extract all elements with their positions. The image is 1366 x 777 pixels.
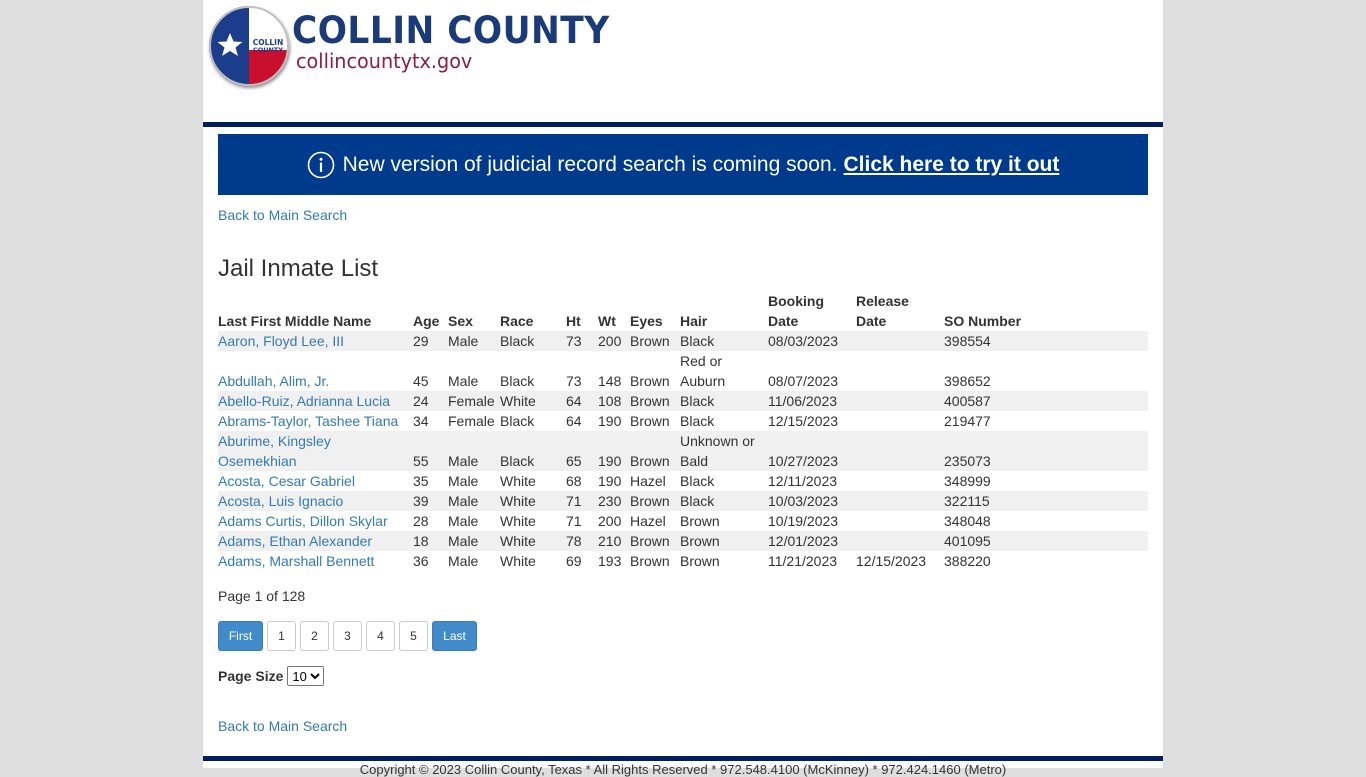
cell-wt: 200: [598, 513, 622, 529]
table-row: [218, 471, 1148, 491]
cell-age: 39: [413, 493, 429, 509]
cell-name: [218, 491, 413, 511]
cell-sex: Male: [448, 453, 479, 469]
cell-sex: Male: [448, 553, 479, 569]
cell-eyes: Brown: [630, 333, 670, 349]
cell-sex: Male: [448, 533, 479, 549]
cell-ht: 64: [566, 393, 582, 409]
banner-text: New version of judicial record search is coming soon.: [342, 152, 838, 176]
col-race-header: Race: [500, 313, 534, 329]
svg-text:COLLIN: COLLIN: [252, 38, 284, 47]
cell-race: Black: [500, 413, 535, 429]
page-info: Page 1 of 128: [218, 588, 306, 604]
cell-race: White: [500, 553, 536, 569]
back-to-main-search-link-top[interactable]: Back to Main Search: [218, 207, 348, 223]
cell-wt: 190: [598, 453, 622, 469]
cell-eyes: Brown: [630, 453, 670, 469]
cell-so: 235073: [944, 453, 991, 469]
cell-race: Black: [500, 333, 535, 349]
inmate-table: [218, 291, 1148, 571]
cell-ht: 71: [566, 493, 582, 509]
inmate-name-link[interactable]: Abello-Ruiz, Adrianna Lucia: [218, 393, 390, 409]
inmate-name-link[interactable]: Adams, Ethan Alexander: [218, 533, 373, 549]
last-page-button[interactable]: Last: [432, 621, 477, 651]
cell-age: 24: [413, 393, 429, 409]
cell-so: 348048: [944, 513, 991, 529]
booking-header-line2: Date: [768, 313, 799, 329]
cell-so: 348999: [944, 473, 991, 489]
cell-ht: 71: [566, 513, 582, 529]
cell-eyes: Brown: [630, 533, 670, 549]
cell-hair: Black: [680, 493, 715, 509]
cell-booking: 08/07/2023: [768, 373, 839, 389]
inmate-name-link[interactable]: Adams Curtis, Dillon Skylar: [218, 513, 388, 529]
cell-booking: 12/11/2023: [768, 473, 838, 489]
cell-wt: 193: [598, 553, 622, 569]
cell-ht: 68: [566, 473, 582, 489]
table-row: [218, 431, 1148, 471]
first-page-button[interactable]: First: [218, 621, 263, 651]
county-seal-icon[interactable]: [209, 6, 289, 86]
col-wt-header: Wt: [598, 313, 616, 329]
header-divider: [203, 122, 1163, 127]
cell-race: White: [500, 393, 536, 409]
cell-age: 35: [413, 473, 429, 489]
table-row: [218, 531, 1148, 551]
cell-name: [218, 391, 413, 411]
col-so-number-header: SO Number: [944, 313, 1022, 329]
cell-wt: 148: [598, 373, 622, 389]
cell-booking: 12/15/2023: [768, 413, 839, 429]
cell-hair: Unknown or Bald: [680, 433, 755, 469]
page-5-button[interactable]: 5: [399, 621, 428, 651]
cell-name: [218, 331, 413, 351]
cell-name: [218, 351, 413, 391]
cell-age: 18: [413, 533, 429, 549]
inmate-name-link[interactable]: Acosta, Cesar Gabriel: [218, 473, 355, 489]
cell-hair: Black: [680, 413, 715, 429]
try-new-search-link[interactable]: Click here to try it out: [843, 152, 1060, 176]
pagination: [218, 621, 481, 651]
cell-booking: 11/06/2023: [768, 393, 838, 409]
col-name-header: Last First Middle Name: [218, 313, 372, 329]
table-row: [218, 391, 1148, 411]
announcement-banner: [218, 134, 1148, 195]
cell-sex: Female: [448, 393, 495, 409]
cell-booking: 11/21/2023: [768, 553, 838, 569]
inmate-name-link[interactable]: Aburime, Kingsley Osemekhian: [218, 433, 331, 469]
table-row: [218, 551, 1148, 571]
cell-name: [218, 511, 413, 531]
inmate-name-link[interactable]: Abdullah, Alim, Jr.: [218, 373, 330, 389]
cell-age: 34: [413, 413, 429, 429]
page-size-control: [218, 666, 324, 686]
cell-release: [856, 511, 944, 531]
cell-sex: Male: [448, 373, 479, 389]
col-booking-date-header: [768, 291, 856, 331]
cell-wt: 230: [598, 493, 622, 509]
cell-race: White: [500, 533, 536, 549]
booking-header-line1: Booking: [768, 293, 824, 309]
table-row: [218, 331, 1148, 351]
cell-so: 398652: [944, 373, 991, 389]
cell-race: White: [500, 513, 536, 529]
cell-wt: 108: [598, 393, 622, 409]
cell-release: [856, 531, 944, 551]
cell-sex: Male: [448, 493, 479, 509]
footer-divider: [203, 756, 1163, 761]
table-row: [218, 511, 1148, 531]
back-to-main-search-link-bottom[interactable]: Back to Main Search: [218, 718, 348, 734]
cell-sex: Male: [448, 513, 479, 529]
cell-race: Black: [500, 373, 535, 389]
cell-release: [856, 491, 944, 511]
cell-wt: 190: [598, 473, 622, 489]
cell-ht: 73: [566, 373, 582, 389]
footer-copyright: Copyright © 2023 Collin County, Texas * All Rights Reserved * 972.548.4100 (McKinney) * 972.424.1460 (Metro): [359, 762, 1007, 777]
table-header-row: [218, 291, 1148, 331]
table-row: [218, 351, 1148, 391]
release-header-line1: Release: [856, 293, 909, 309]
cell-race: Black: [500, 453, 535, 469]
cell-name: [218, 471, 413, 491]
cell-ht: 69: [566, 553, 582, 569]
col-release-date-header: [856, 291, 944, 331]
cell-name: [218, 431, 413, 471]
cell-sex: Male: [448, 473, 479, 489]
logo-url[interactable]: collincountytx.gov: [296, 49, 473, 73]
cell-hair: Red or Auburn: [680, 353, 726, 389]
cell-race: White: [500, 473, 536, 489]
cell-age: 55: [413, 453, 429, 469]
page-4-button[interactable]: 4: [366, 621, 395, 651]
page-1-button[interactable]: 1: [267, 621, 296, 651]
cell-eyes: Brown: [630, 413, 670, 429]
cell-age: 36: [413, 553, 429, 569]
cell-booking: 08/03/2023: [768, 333, 839, 349]
cell-eyes: Hazel: [630, 473, 666, 489]
cell-hair: Brown: [680, 533, 720, 549]
cell-so: 400587: [944, 393, 991, 409]
cell-ht: 65: [566, 453, 582, 469]
logo-title[interactable]: COLLIN COUNTY: [292, 9, 610, 52]
cell-so: 322115: [944, 493, 990, 509]
cell-name: [218, 411, 413, 431]
inmate-name-link[interactable]: Aaron, Floyd Lee, III: [218, 333, 345, 349]
cell-booking: 10/03/2023: [768, 493, 839, 509]
cell-race: White: [500, 493, 536, 509]
table-row: [218, 411, 1148, 431]
cell-hair: Brown: [680, 513, 720, 529]
page-title: Jail Inmate List: [218, 255, 379, 282]
cell-booking: 10/27/2023: [768, 453, 839, 469]
inmate-name-link[interactable]: Adams, Marshall Bennett: [218, 553, 375, 569]
col-eyes-header: Eyes: [630, 313, 663, 329]
cell-so: 219477: [944, 413, 991, 429]
cell-age: 45: [413, 373, 429, 389]
page-3-button[interactable]: 3: [333, 621, 362, 651]
cell-so: 401095: [944, 533, 991, 549]
cell-age: 29: [413, 333, 429, 349]
cell-sex: Male: [448, 333, 479, 349]
cell-release: [856, 411, 944, 431]
inmate-name-link[interactable]: Abrams-Taylor, Tashee Tiana: [218, 413, 399, 429]
cell-name: [218, 531, 413, 551]
cell-ht: 73: [566, 333, 582, 349]
cell-eyes: Brown: [630, 493, 670, 509]
cell-release: [856, 391, 944, 411]
cell-eyes: Brown: [630, 373, 670, 389]
cell-wt: 190: [598, 413, 622, 429]
col-hair-header: Hair: [680, 313, 708, 329]
cell-ht: 78: [566, 533, 582, 549]
page-container: [203, 0, 1163, 777]
cell-wt: 210: [598, 533, 622, 549]
col-ht-header: Ht: [566, 313, 581, 329]
page-size-label: Page Size: [218, 668, 284, 684]
cell-hair: Brown: [680, 553, 720, 569]
cell-release: 12/15/2023: [856, 553, 927, 569]
release-header-line2: Date: [856, 313, 887, 329]
cell-eyes: Brown: [630, 393, 670, 409]
cell-booking: 12/01/2023: [768, 533, 839, 549]
cell-hair: Black: [680, 473, 715, 489]
cell-release: [856, 331, 944, 351]
cell-wt: 200: [598, 333, 622, 349]
table-row: [218, 491, 1148, 511]
cell-hair: Black: [680, 393, 715, 409]
col-sex-header: Sex: [448, 313, 473, 329]
cell-release: [856, 431, 944, 471]
cell-eyes: Brown: [630, 553, 670, 569]
cell-so: 388220: [944, 553, 991, 569]
cell-so: 398554: [944, 333, 991, 349]
cell-name: [218, 551, 413, 571]
cell-ht: 64: [566, 413, 582, 429]
info-circle-icon: [307, 151, 335, 179]
svg-text:COUNTY: COUNTY: [252, 46, 284, 54]
cell-age: 28: [413, 513, 429, 529]
page-size-select[interactable]: [287, 666, 324, 686]
cell-release: [856, 471, 944, 491]
col-age-header: Age: [413, 313, 440, 329]
cell-release: [856, 351, 944, 391]
inmate-name-link[interactable]: Acosta, Luis Ignacio: [218, 493, 344, 509]
cell-booking: 10/19/2023: [768, 513, 839, 529]
cell-eyes: Hazel: [630, 513, 666, 529]
cell-hair: Black: [680, 333, 715, 349]
page-2-button[interactable]: 2: [300, 621, 329, 651]
cell-sex: Female: [448, 413, 495, 429]
